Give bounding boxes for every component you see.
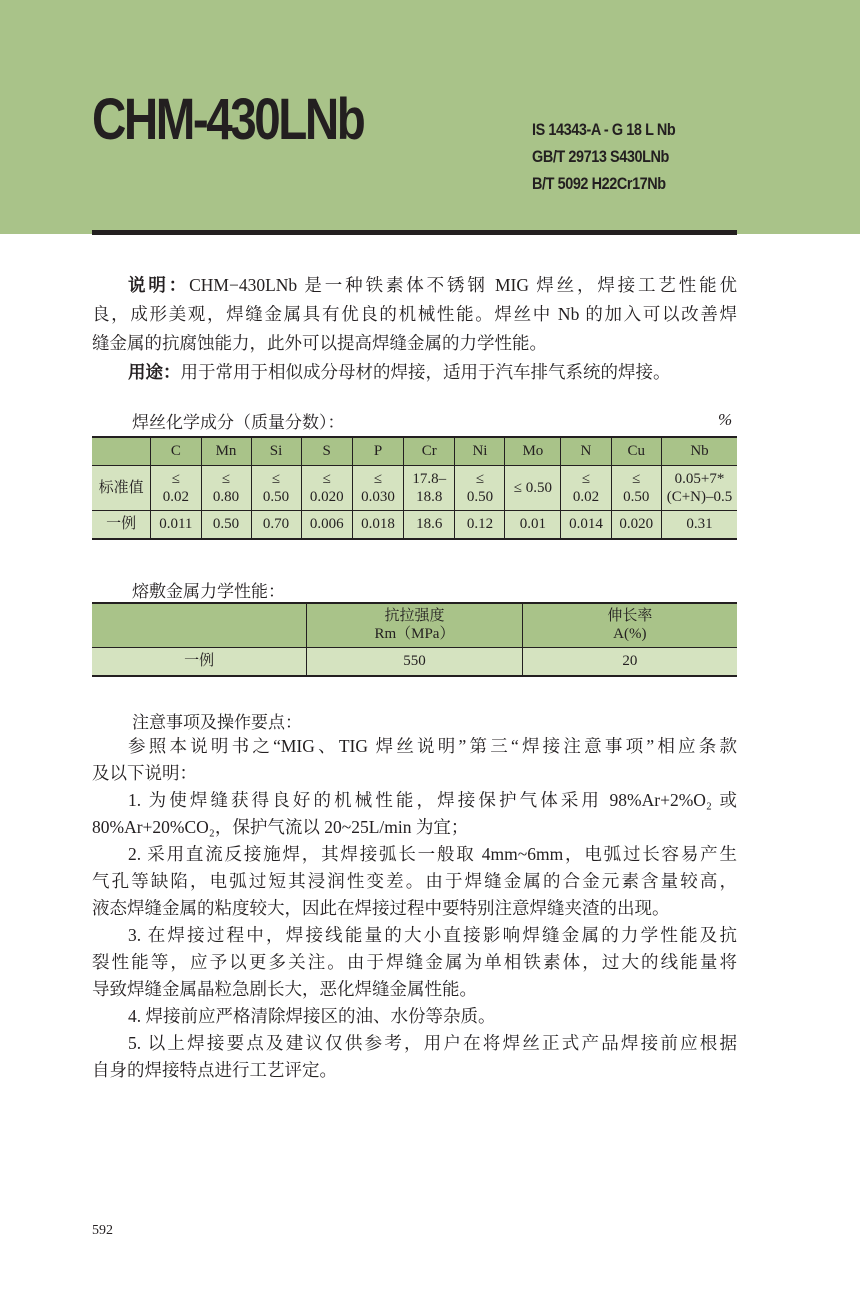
table-cell — [301, 465, 352, 510]
column-header: C — [151, 437, 201, 465]
cell-line: ≤ — [475, 470, 485, 487]
note-line: 5. 以上焊接要点及建议仅供参考，用户在将焊丝正式产品焊接前应根据 — [128, 1033, 737, 1053]
column-header: Nb — [661, 437, 737, 465]
cell-line: 0.011 — [159, 516, 193, 533]
table-cell: 550 — [307, 647, 522, 676]
table-cell — [352, 465, 403, 510]
table-cell — [561, 510, 611, 539]
chemical-composition-table — [92, 436, 737, 540]
note-line: 4. 焊接前应严格清除焊接区的油、水份等杂质。 — [128, 1006, 496, 1026]
cell-line: 0.50 — [262, 488, 290, 505]
cell-line: 0.020 — [309, 488, 344, 505]
cell-line: 0.05+7* — [674, 470, 725, 487]
cell-line: 抗拉强度 — [384, 608, 445, 625]
cell-line: 0.50 — [466, 488, 494, 505]
description: 说明：CHM−430LNb 是一种铁素体不锈钢 MIG 焊丝，焊接工艺性能优 良，成形美观，焊缝金属具有优良的机械性能。焊丝中 Nb 的加入可以改善焊 缝金属的抗腐蚀能力，此外可以提高焊缝金属的力学性能。 用途：用于常用于相似成分母材的焊接，适用于汽车排气系统的焊接。 — [92, 275, 738, 382]
table-header-row — [92, 603, 737, 647]
column-header — [92, 437, 151, 465]
cell-line: 伸长率 — [607, 608, 653, 625]
column-header: Mo — [505, 437, 561, 465]
column-header: P — [352, 437, 403, 465]
standard: B/T 5092 H22Cr17Nb — [532, 174, 666, 193]
table-cell — [151, 510, 201, 539]
cell-line: 0.50 — [212, 516, 240, 533]
mechanical-properties-table — [92, 602, 737, 677]
column-header: Cu — [611, 437, 661, 465]
cell-line: 18.8 — [416, 488, 443, 505]
note-line: 及以下说明： — [92, 763, 197, 783]
table-cell — [505, 465, 561, 510]
description-label: 说明： — [128, 275, 190, 295]
cell-line: A(%) — [613, 626, 647, 643]
table-cell: 一例 — [92, 647, 307, 676]
chem-title: 焊丝化学成分（质量分数）： — [132, 413, 345, 432]
note-line: 液态焊缝金属的粘度较大，因此在焊接过程中要特别注意焊缝夹渣的出现。 — [92, 898, 670, 918]
cell-line: ≤ 0.50 — [513, 479, 552, 496]
table-row — [92, 510, 737, 539]
table-cell — [201, 510, 251, 539]
table-header-row — [92, 437, 737, 465]
note-line: 参照本说明书之“MIG、TIG 焊丝说明”第三“焊接注意事项”相应条款 — [128, 736, 737, 756]
table-cell — [352, 510, 403, 539]
table-cell — [201, 465, 251, 510]
cell-line: ≤ — [221, 470, 231, 487]
table-row — [92, 647, 737, 676]
table-cell — [404, 465, 455, 510]
cell-line: 0.014 — [569, 516, 603, 533]
cell-line: ≤ — [632, 470, 641, 487]
column-header — [307, 603, 522, 647]
column-header: Ni — [455, 437, 505, 465]
cell-line: 0.50 — [623, 488, 650, 505]
table-cell — [561, 465, 611, 510]
column-header: N — [561, 437, 611, 465]
cell-line: 0.70 — [262, 516, 290, 533]
page-number: 592 — [92, 1223, 113, 1238]
note-line: 1. 为使焊缝获得良好的机械性能，焊接保护气体采用 98%Ar+2%O₂ 或 — [128, 790, 737, 810]
cell-line: ≤ — [271, 470, 281, 487]
table-cell — [661, 510, 737, 539]
note-line: 自身的焊接特点进行工艺评定。 — [92, 1060, 337, 1080]
table-cell — [301, 510, 352, 539]
note-line: 2. 采用直流反接施焊，其焊接弧长一般取 4mm~6mm，电弧过长容易产生 — [128, 844, 737, 864]
cell-line: ≤ — [322, 470, 331, 487]
cell-line: 0.006 — [309, 516, 344, 533]
table-cell — [151, 465, 201, 510]
notes-body — [92, 733, 737, 1084]
table-cell — [661, 465, 737, 510]
cell-line: 0.80 — [212, 488, 240, 505]
cell-line: Rm（MPa） — [374, 626, 455, 643]
column-header: Mn — [201, 437, 251, 465]
table-cell — [455, 510, 505, 539]
note-line: 气孔等缺陷，电弧过短其浸润性变差。由于焊缝金属的合金元素含量较高， — [92, 871, 737, 891]
row-label: 标准值 — [92, 465, 151, 510]
table-cell — [505, 510, 561, 539]
column-header: Cr — [404, 437, 455, 465]
cell-line: 0.030 — [361, 488, 395, 505]
notes-title: 注意事项及操作要点： — [132, 713, 302, 732]
cell-line: 0.02 — [572, 488, 600, 505]
note-line: 裂性能等，应予以更多关注。由于焊缝金属为单相铁素体，过大的线能量将 — [92, 952, 737, 972]
table-cell — [611, 510, 661, 539]
cell-line: ≤ — [581, 470, 591, 487]
table-cell — [404, 510, 455, 539]
note-line: 80%Ar+20%CO₂，保护气流以 20~25L/min 为宜； — [92, 817, 469, 837]
unit-label: % — [718, 410, 733, 429]
standard: GB/T 29713 S430LNb — [532, 147, 669, 166]
cell-line: 0.31 — [686, 516, 713, 533]
note-line: 3. 在焊接过程中，焊接线能量的大小直接影响焊缝金属的力学性能及抗 — [128, 925, 737, 945]
header-rule — [92, 230, 737, 235]
product-title: CHM-430LNb — [92, 87, 364, 152]
standards-list — [532, 116, 675, 197]
table-cell — [251, 465, 301, 510]
cell-line: 0.12 — [466, 516, 494, 533]
column-header — [522, 603, 737, 647]
cell-line: ≤ — [171, 470, 180, 487]
cell-line: (C+N)–0.5 — [666, 488, 733, 505]
usage-label: 用途： — [128, 362, 181, 382]
table-cell — [455, 465, 505, 510]
table-cell — [251, 510, 301, 539]
standard: IS 14343-A - G 18 L Nb — [532, 120, 676, 139]
table-cell — [611, 465, 661, 510]
table-cell: 20 — [522, 647, 737, 676]
cell-line: 0.02 — [162, 488, 189, 505]
column-header: S — [301, 437, 352, 465]
mech-title: 熔敷金属力学性能： — [132, 582, 285, 601]
cell-line: 0.01 — [519, 516, 546, 533]
cell-line: ≤ — [373, 470, 383, 487]
row-label: 一例 — [92, 510, 151, 539]
note-line: 导致焊缝金属晶粒急剧长大，恶化焊缝金属性能。 — [92, 979, 477, 999]
column-header — [92, 603, 307, 647]
cell-line: 0.018 — [361, 516, 395, 533]
column-header: Si — [251, 437, 301, 465]
cell-line: 17.8– — [412, 470, 447, 487]
cell-line: 18.6 — [416, 516, 443, 533]
table-row — [92, 465, 737, 510]
cell-line: 0.020 — [619, 516, 654, 533]
